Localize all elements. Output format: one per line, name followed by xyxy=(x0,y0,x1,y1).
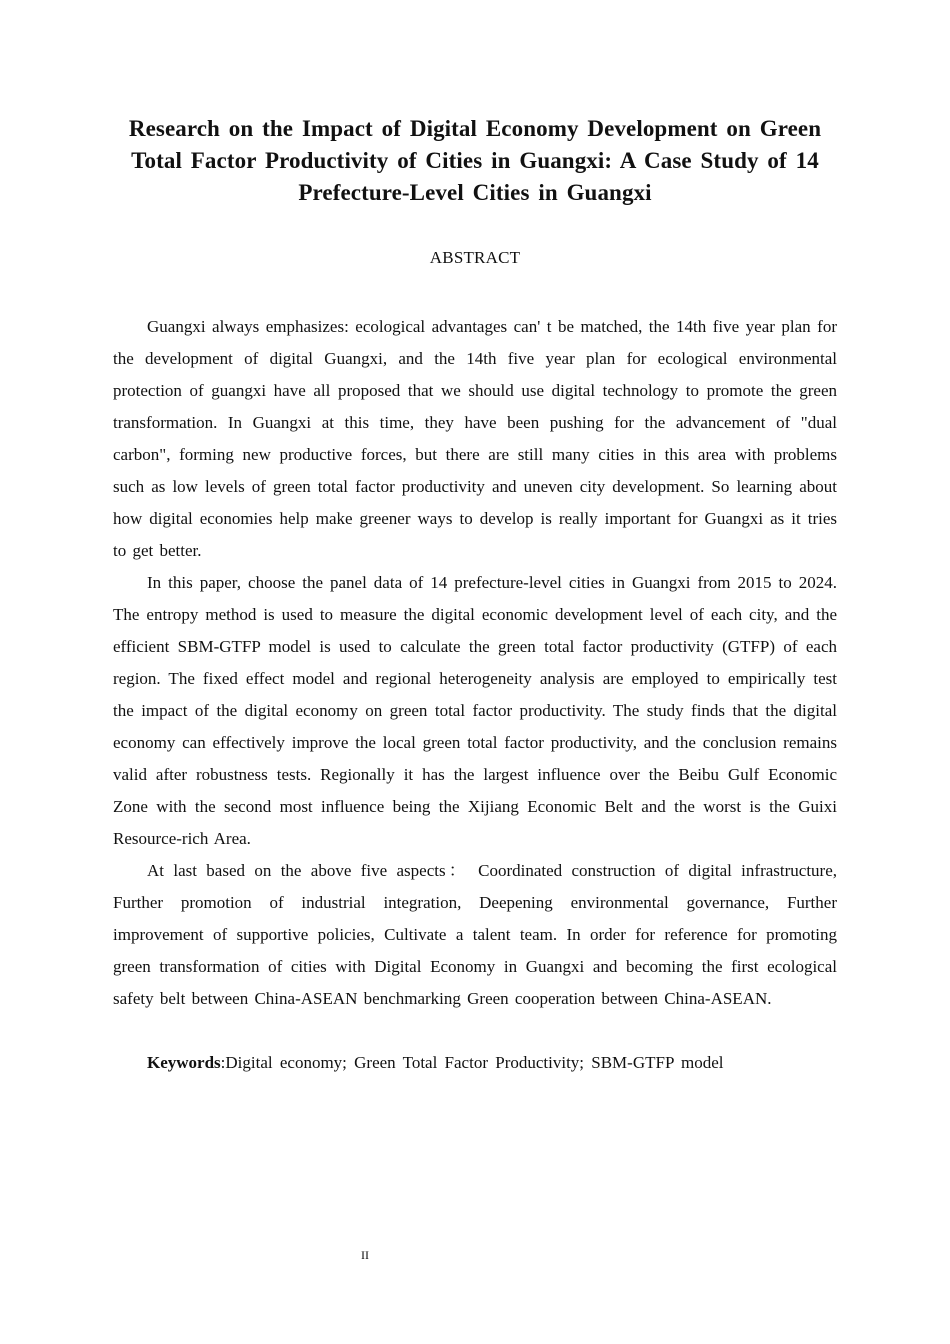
keywords-line xyxy=(113,1047,837,1079)
paper-title: Research on the Impact of Digital Economy Development on Green Total Factor Productivity of Cities in Guangxi: A Case Study of 14 Prefecture-Level Cities in Guangxi xyxy=(128,116,822,205)
page-number: II xyxy=(361,1248,369,1262)
abstract-body xyxy=(113,311,837,1015)
abstract-paragraph-2: In this paper, choose the panel data of 14 prefecture-level cities in Guangxi from 2015 to 2024. The entropy method is used to measure the digital economic development level of each city, and the efficient SBM-GTFP model is used to calculate the green total factor productivity (GTFP) of each region. The fixed effect model and regional heterogeneity analysis are employed to empirically test the impact of the digital economy on green total factor productivity. The study finds that the digital economy can effectively improve the local green total factor productivity, and the conclusion remains valid after robustness tests. Regionally it has the largest influence over the Beibu Gulf Economic Zone with the second most influence being the Xijiang Economic Belt and the worst is the Guixi Resource-rich Area. xyxy=(113,573,837,848)
keywords-text: :Digital economy; Green Total Factor Productivity; SBM-GTFP model xyxy=(220,1053,724,1072)
abstract-heading: ABSTRACT xyxy=(429,248,521,267)
abstract-paragraph-1: Guangxi always emphasizes: ecological advantages can' t be matched, the 14th five year plan for the development of digital Guangxi, and the 14th five year plan for ecological environmental protection of guangxi have all proposed that we should use digital technology to promote the green transformation. In Guangxi at this time, they have been pushing for the advancement of "dual carbon", forming new productive forces, but there are still many cities in this area with problems such as low levels of green total factor productivity and uneven city development. So learning about how digital economies help make greener ways to develop is really important for Guangxi as it tries to get better. xyxy=(113,317,837,560)
keywords-label: Keywords xyxy=(147,1053,221,1072)
document-page xyxy=(113,0,837,1079)
abstract-paragraph-3: At last based on the above five aspects： Coordinated construction of digital infrastructure, Further promotion of industrial integration, Deepening environmental governance, Further improvement of supportive policies, Cultivate a talent team. In order for reference for promoting green transformation of cities with Digital Economy in Guangxi and becoming the first ecological safety belt between China-ASEAN benchmarking Green cooperation between China-ASEAN. xyxy=(113,861,837,1008)
